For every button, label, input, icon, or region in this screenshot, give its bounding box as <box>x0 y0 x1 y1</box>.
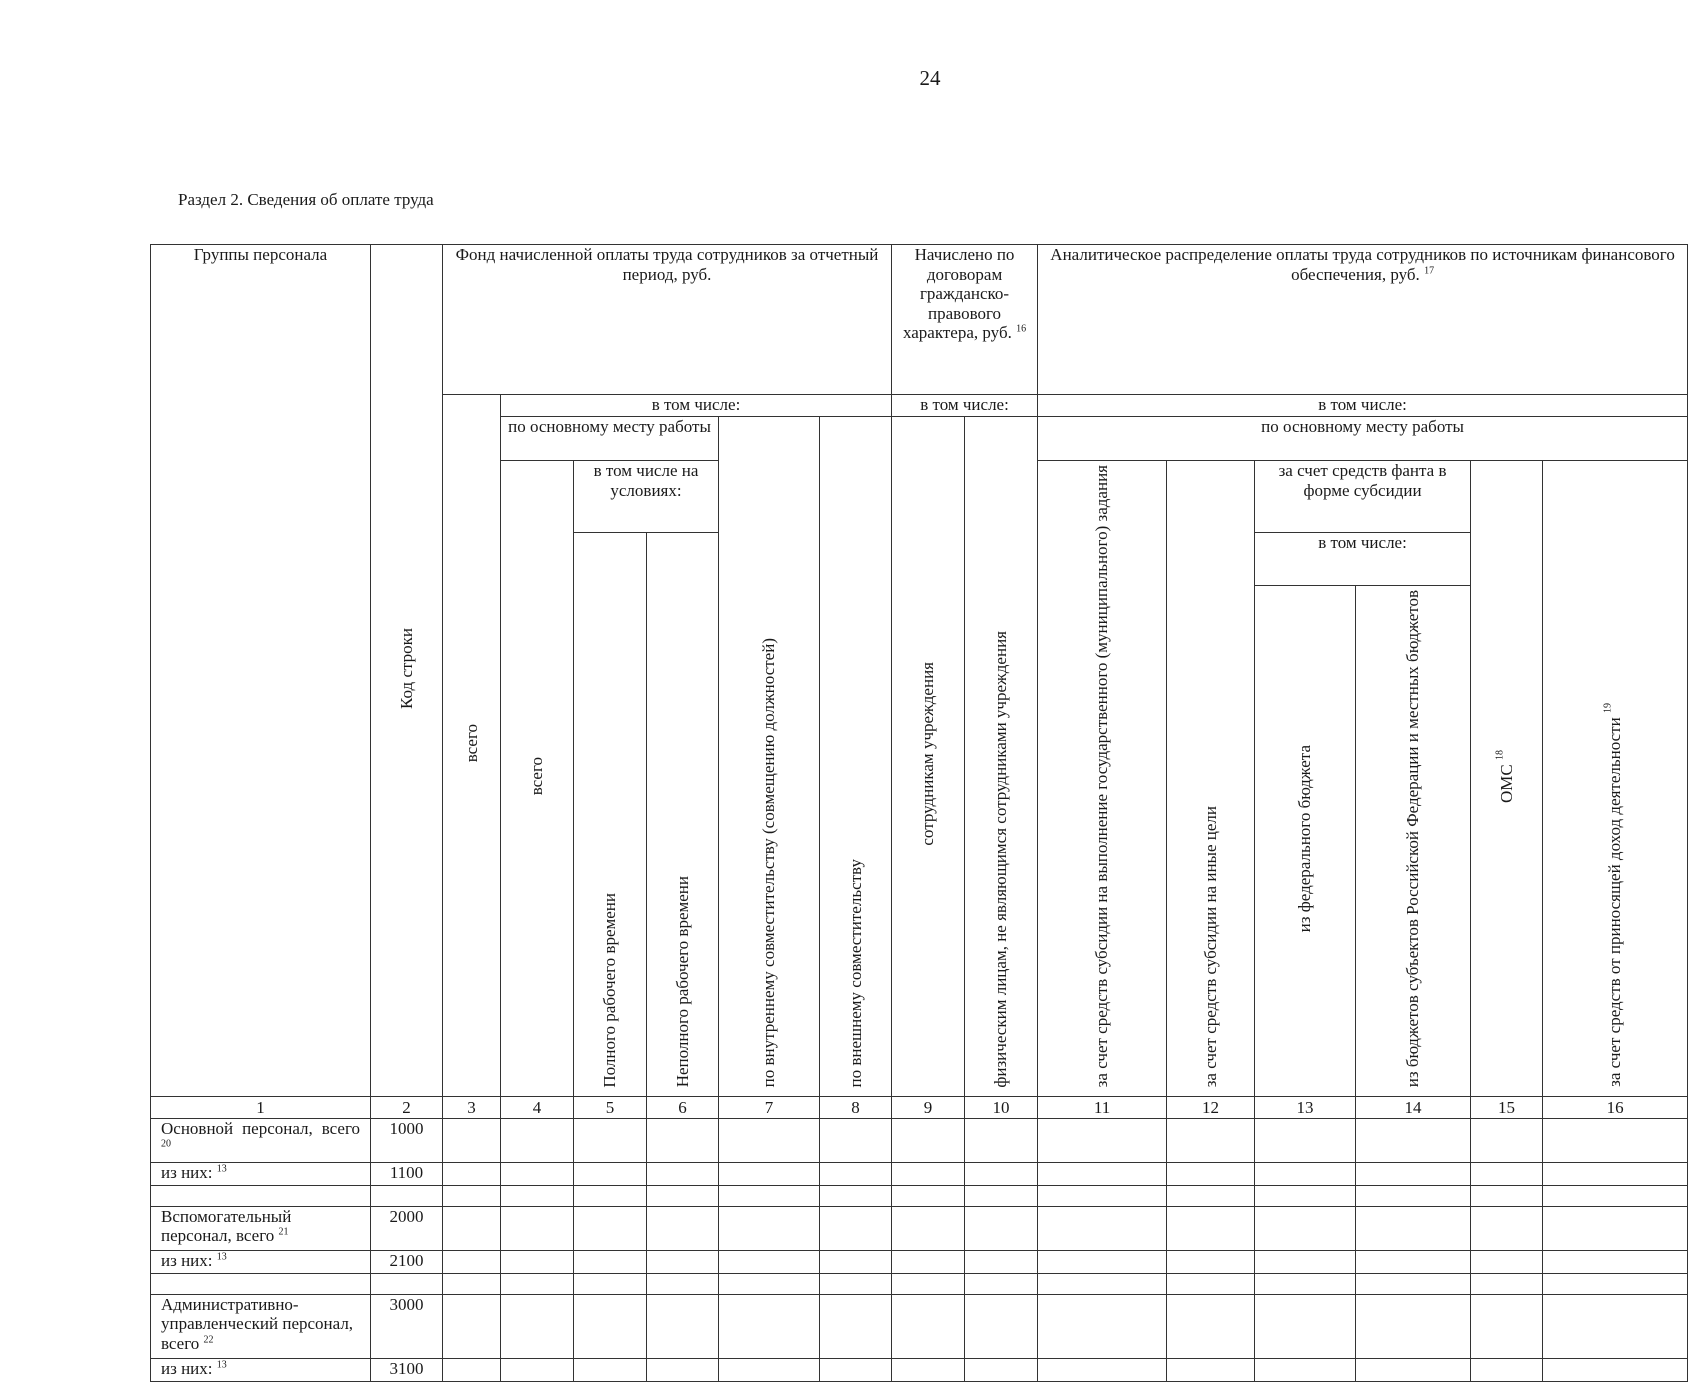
header-income-label <box>1602 703 1625 1088</box>
cell[interactable] <box>1255 1358 1356 1381</box>
cell[interactable] <box>820 1358 892 1381</box>
cell[interactable] <box>1167 1206 1255 1250</box>
col-num: 12 <box>1167 1096 1255 1118</box>
col-num: 15 <box>1471 1096 1543 1118</box>
cell[interactable] <box>1038 1294 1167 1358</box>
header-external <box>820 417 892 1097</box>
header-part-time-label: Неполного рабочего времени <box>672 876 692 1088</box>
cell[interactable] <box>892 1250 965 1273</box>
col-num: 9 <box>892 1096 965 1118</box>
header-oms <box>1471 461 1543 1097</box>
header-state-task-label: за счет средств субсидии на выполнение государственного (муниципального) задания <box>1092 465 1112 1088</box>
col-num: 3 <box>443 1096 501 1118</box>
row-footnote: 20 <box>161 1138 171 1150</box>
table-row <box>151 1162 1688 1185</box>
cell[interactable] <box>1255 1162 1356 1185</box>
cell[interactable] <box>1471 1118 1543 1162</box>
cell[interactable] <box>820 1185 892 1206</box>
cell[interactable] <box>1471 1185 1543 1206</box>
cell[interactable] <box>719 1118 820 1162</box>
header-gph-footnote: 16 <box>1016 323 1027 335</box>
cell[interactable] <box>574 1358 647 1381</box>
table-row <box>151 1273 1688 1294</box>
cell[interactable] <box>443 1358 501 1381</box>
cell[interactable] <box>647 1162 719 1185</box>
row-label-main-of-them <box>151 1162 371 1185</box>
row-footnote: 13 <box>216 1163 227 1175</box>
header-grant-subsidy: за счет средств фанта в форме субсидии <box>1255 461 1471 533</box>
header-main-total-label: всего <box>527 757 547 796</box>
table-row <box>151 1250 1688 1273</box>
cell[interactable] <box>1038 1185 1167 1206</box>
col-num: 2 <box>371 1096 443 1118</box>
header-main-total <box>501 461 574 1097</box>
row-footnote: 13 <box>216 1251 227 1263</box>
cell[interactable] <box>1356 1273 1471 1294</box>
cell[interactable] <box>574 1118 647 1162</box>
cell[interactable] <box>1167 1250 1255 1273</box>
header-part-time <box>647 533 719 1097</box>
col-num: 16 <box>1543 1096 1688 1118</box>
row-code: 2100 <box>371 1250 443 1273</box>
header-oms-label <box>1494 749 1517 803</box>
cell[interactable] <box>719 1250 820 1273</box>
cell[interactable] <box>1471 1273 1543 1294</box>
header-gph-incl: в том числе: <box>892 395 1038 417</box>
cell[interactable] <box>892 1162 965 1185</box>
header-income <box>1543 461 1688 1097</box>
header-full-time <box>574 533 647 1097</box>
header-fund-incl: в том числе: <box>501 395 892 417</box>
cell[interactable] <box>1038 1118 1167 1162</box>
cell[interactable] <box>1255 1118 1356 1162</box>
cell[interactable] <box>1471 1250 1543 1273</box>
cell[interactable] <box>1543 1294 1688 1358</box>
cell[interactable] <box>1255 1273 1356 1294</box>
cell[interactable] <box>820 1162 892 1185</box>
cell[interactable] <box>1255 1185 1356 1206</box>
cell[interactable] <box>574 1162 647 1185</box>
row-label-adm-of-them <box>151 1358 371 1381</box>
header-analytic-label: Аналитическое распределение оплаты труда сотрудников по источникам финансового обеспечения, руб. <box>1050 245 1675 284</box>
header-analytic-main-place: по основному месту работы <box>1038 417 1688 461</box>
cell[interactable] <box>1543 1206 1688 1250</box>
header-non-employees-label: физическим лицам, не являющимся сотрудниками учреждения <box>991 630 1011 1088</box>
cell[interactable] <box>892 1273 965 1294</box>
cell[interactable] <box>892 1185 965 1206</box>
cell[interactable] <box>1471 1206 1543 1250</box>
row-footnote: 22 <box>203 1334 214 1346</box>
header-other-purposes <box>1167 461 1255 1097</box>
col-num: 10 <box>965 1096 1038 1118</box>
cell[interactable] <box>892 1118 965 1162</box>
cell[interactable] <box>443 1250 501 1273</box>
cell[interactable] <box>443 1162 501 1185</box>
cell[interactable] <box>1471 1294 1543 1358</box>
cell[interactable] <box>501 1185 574 1206</box>
cell[interactable] <box>1471 1162 1543 1185</box>
cell[interactable] <box>501 1358 574 1381</box>
section-title: Раздел 2. Сведения об оплате труда <box>178 190 434 209</box>
cell[interactable] <box>647 1206 719 1250</box>
cell[interactable] <box>1356 1294 1471 1358</box>
header-income-footnote: 19 <box>1602 703 1614 714</box>
header-federal-label: из федерального бюджета <box>1295 745 1315 933</box>
cell[interactable] <box>647 1273 719 1294</box>
header-row-code-label: Код строки <box>396 627 416 709</box>
cell[interactable] <box>1167 1294 1255 1358</box>
cell[interactable] <box>1255 1206 1356 1250</box>
header-analytic-footnote: 17 <box>1424 264 1435 276</box>
row-footnote: 21 <box>278 1226 289 1238</box>
row-code: 3100 <box>371 1358 443 1381</box>
cell[interactable] <box>1038 1273 1167 1294</box>
cell[interactable] <box>1356 1185 1471 1206</box>
header-full-time-label: Полного рабочего времени <box>600 892 620 1088</box>
header-groups: Группы персонала <box>151 245 371 1097</box>
cell[interactable] <box>820 1206 892 1250</box>
header-conditions: в том числе на условиях: <box>574 461 719 533</box>
cell[interactable] <box>1543 1250 1688 1273</box>
cell[interactable] <box>820 1294 892 1358</box>
cell[interactable] <box>965 1162 1038 1185</box>
cell[interactable] <box>501 1250 574 1273</box>
cell[interactable] <box>1167 1358 1255 1381</box>
cell[interactable] <box>501 1118 574 1162</box>
cell[interactable] <box>1167 1273 1255 1294</box>
cell[interactable] <box>371 1273 443 1294</box>
row-label-text: из них: <box>161 1162 213 1182</box>
row-label-adm-total <box>151 1294 371 1358</box>
cell[interactable] <box>443 1185 501 1206</box>
header-state-task <box>1038 461 1167 1097</box>
col-num: 11 <box>1038 1096 1167 1118</box>
cell[interactable] <box>719 1206 820 1250</box>
header-fund: Фонд начисленной оплаты труда сотрудников за отчетный период, руб. <box>443 245 892 395</box>
cell[interactable] <box>965 1185 1038 1206</box>
cell[interactable] <box>1543 1162 1688 1185</box>
cell[interactable] <box>719 1273 820 1294</box>
cell[interactable] <box>501 1206 574 1250</box>
cell[interactable] <box>443 1294 501 1358</box>
header-analytic-incl: в том числе: <box>1038 395 1688 417</box>
row-label-aux-total <box>151 1206 371 1250</box>
table-row <box>151 1185 1688 1206</box>
cell[interactable] <box>647 1358 719 1381</box>
column-numbers-row <box>151 1096 1688 1118</box>
cell[interactable] <box>965 1294 1038 1358</box>
cell[interactable] <box>892 1294 965 1358</box>
table-row <box>151 1206 1688 1250</box>
cell[interactable] <box>965 1273 1038 1294</box>
cell[interactable] <box>501 1273 574 1294</box>
header-row-1 <box>151 245 1688 395</box>
cell[interactable] <box>719 1162 820 1185</box>
cell[interactable] <box>892 1358 965 1381</box>
cell[interactable] <box>1255 1294 1356 1358</box>
cell[interactable] <box>443 1273 501 1294</box>
header-non-employees <box>965 417 1038 1097</box>
header-employees <box>892 417 965 1097</box>
header-oms-text: ОМС <box>1496 763 1516 803</box>
cell[interactable] <box>892 1206 965 1250</box>
cell[interactable] <box>1167 1185 1255 1206</box>
header-gph <box>892 245 1038 395</box>
row-code: 2000 <box>371 1206 443 1250</box>
col-num: 6 <box>647 1096 719 1118</box>
page-number: 24 <box>919 66 941 90</box>
col-num: 14 <box>1356 1096 1471 1118</box>
cell[interactable] <box>820 1118 892 1162</box>
cell[interactable] <box>1543 1118 1688 1162</box>
cell[interactable] <box>647 1250 719 1273</box>
row-label-main-total <box>151 1118 371 1162</box>
cell[interactable] <box>1356 1162 1471 1185</box>
header-fund-total <box>443 395 501 1097</box>
row-label-text: из них: <box>161 1250 213 1270</box>
header-internal <box>719 417 820 1097</box>
cell[interactable] <box>965 1206 1038 1250</box>
cell[interactable] <box>574 1206 647 1250</box>
header-federal <box>1255 586 1356 1097</box>
cell[interactable] <box>647 1118 719 1162</box>
header-fund-main-place: по основному месту работы <box>501 417 719 461</box>
cell[interactable] <box>1167 1162 1255 1185</box>
cell[interactable] <box>151 1185 371 1206</box>
cell[interactable] <box>151 1273 371 1294</box>
cell[interactable] <box>574 1294 647 1358</box>
cell[interactable] <box>965 1118 1038 1162</box>
cell[interactable] <box>647 1294 719 1358</box>
col-num: 7 <box>719 1096 820 1118</box>
row-label-text: Основной персонал, всего <box>161 1118 360 1138</box>
row-footnote: 13 <box>216 1359 227 1371</box>
cell[interactable] <box>1255 1250 1356 1273</box>
wage-report-table <box>150 244 1688 1382</box>
cell[interactable] <box>1038 1250 1167 1273</box>
header-other-purposes-label: за счет средств субсидии на иные цели <box>1200 806 1220 1088</box>
row-label-aux-of-them <box>151 1250 371 1273</box>
row-code: 3000 <box>371 1294 443 1358</box>
cell[interactable] <box>1356 1118 1471 1162</box>
cell[interactable] <box>965 1250 1038 1273</box>
header-internal-label: по внутреннему совместительству (совмещению должностей) <box>759 637 779 1088</box>
header-income-text: за счет средств от приносящей доход деятельности <box>1605 717 1625 1088</box>
col-num: 8 <box>820 1096 892 1118</box>
row-label-text: Административно-управленческий персонал, всего <box>161 1294 354 1353</box>
row-code: 1100 <box>371 1162 443 1185</box>
cell[interactable] <box>965 1358 1038 1381</box>
header-row-code <box>371 245 443 1097</box>
header-regional <box>1356 586 1471 1097</box>
table-row <box>151 1294 1688 1358</box>
cell[interactable] <box>1038 1206 1167 1250</box>
cell[interactable] <box>820 1273 892 1294</box>
cell[interactable] <box>501 1162 574 1185</box>
cell[interactable] <box>574 1250 647 1273</box>
header-employees-label: сотрудникам учреждения <box>918 662 938 846</box>
cell[interactable] <box>719 1294 820 1358</box>
header-regional-label: из бюджетов субъектов Российской Федерации и местных бюджетов <box>1403 590 1423 1088</box>
col-num: 5 <box>574 1096 647 1118</box>
table-row <box>151 1358 1688 1381</box>
row-code: 1000 <box>371 1118 443 1162</box>
cell[interactable] <box>719 1185 820 1206</box>
col-num: 4 <box>501 1096 574 1118</box>
header-fund-total-label: всего <box>461 724 481 763</box>
table-row <box>151 1118 1688 1162</box>
cell[interactable] <box>1038 1358 1167 1381</box>
cell[interactable] <box>574 1185 647 1206</box>
cell[interactable] <box>719 1358 820 1381</box>
cell[interactable] <box>647 1185 719 1206</box>
row-label-text: Вспомогательный персонал, всего <box>161 1206 292 1246</box>
cell[interactable] <box>443 1206 501 1250</box>
cell[interactable] <box>1038 1162 1167 1185</box>
cell[interactable] <box>1543 1273 1688 1294</box>
cell[interactable] <box>574 1273 647 1294</box>
header-external-label: по внешнему совместительству <box>845 858 865 1088</box>
cell[interactable] <box>1543 1358 1688 1381</box>
col-num: 1 <box>151 1096 371 1118</box>
cell[interactable] <box>1167 1118 1255 1162</box>
cell[interactable] <box>1471 1358 1543 1381</box>
cell[interactable] <box>1356 1250 1471 1273</box>
cell[interactable] <box>371 1185 443 1206</box>
cell[interactable] <box>501 1294 574 1358</box>
header-gph-label: Начислено по договорам гражданско-правового характера, руб. <box>902 245 1015 343</box>
col-num: 13 <box>1255 1096 1356 1118</box>
cell[interactable] <box>1356 1358 1471 1381</box>
header-oms-footnote: 18 <box>1494 749 1506 760</box>
header-grant-incl: в том числе: <box>1255 533 1471 586</box>
header-analytic <box>1038 245 1688 395</box>
row-label-text: из них: <box>161 1358 213 1378</box>
cell[interactable] <box>1543 1185 1688 1206</box>
cell[interactable] <box>1356 1206 1471 1250</box>
cell[interactable] <box>443 1118 501 1162</box>
cell[interactable] <box>820 1250 892 1273</box>
